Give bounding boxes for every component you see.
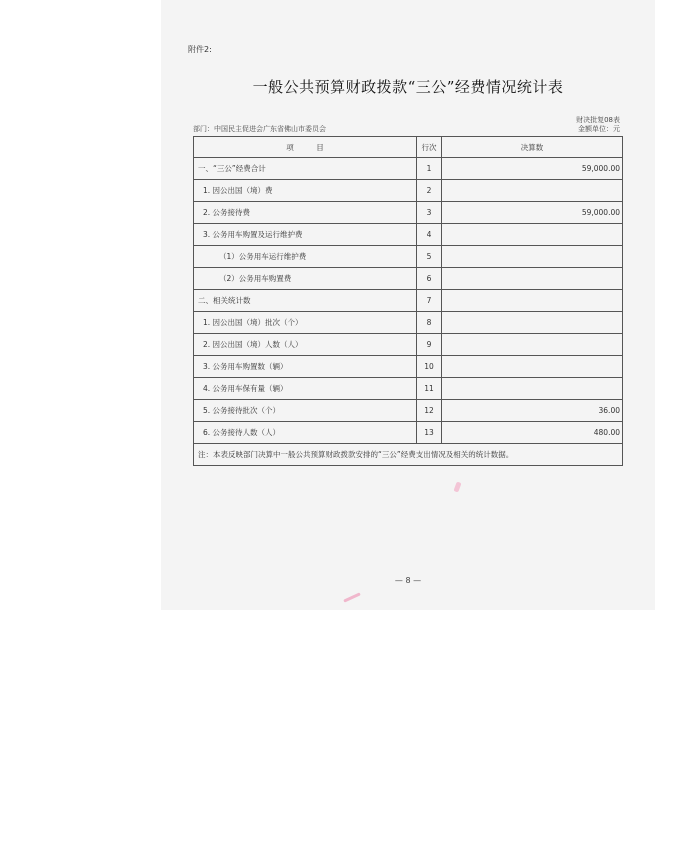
row-value: 36.00 [442,400,623,422]
row-value: 480.00 [442,422,623,444]
table-row [194,268,623,290]
row-item: 4. 公务用车保有量（辆） [194,378,417,400]
header-line: 行次 [417,137,442,158]
row-item: 二、相关统计数 [194,290,417,312]
row-item: 2. 因公出国（境）人数（人） [194,334,417,356]
row-line: 13 [417,422,442,444]
table-row [194,356,623,378]
row-line: 2 [417,180,442,202]
row-line: 7 [417,290,442,312]
row-value [442,356,623,378]
row-line: 1 [417,158,442,180]
table-row [194,180,623,202]
row-value [442,268,623,290]
form-number: 财决批复08表 [576,116,620,124]
row-value [442,224,623,246]
header-item: 项 目 [194,137,417,158]
row-item: 2. 公务接待费 [194,202,417,224]
table-row [194,290,623,312]
attachment-label: 附件2: [188,45,212,54]
row-value: 59,000.00 [442,202,623,224]
table-row [194,334,623,356]
row-item: （2）公务用车购置费 [194,268,417,290]
table-row [194,158,623,180]
row-item: 1. 因公出国（境）批次（个） [194,312,417,334]
row-value [442,312,623,334]
table-row [194,378,623,400]
document-title: 一般公共预算财政拨款“三公”经费情况统计表 [252,78,564,96]
table-note: 注：本表反映部门决算中一般公共预算财政拨款安排的“三公”经费支出情况及相关的统计数据。 [194,444,623,466]
row-value [442,378,623,400]
row-item: 6. 公务接待人数（人） [194,422,417,444]
table-row [194,422,623,444]
row-item: （1）公务用车运行维护费 [194,246,417,268]
row-item: 3. 公务用车购置数（辆） [194,356,417,378]
table-row [194,202,623,224]
row-item: 一、“三公”经费合计 [194,158,417,180]
row-line: 3 [417,202,442,224]
row-line: 9 [417,334,442,356]
table-row [194,312,623,334]
row-value [442,246,623,268]
row-line: 11 [417,378,442,400]
table-header-row [194,137,623,158]
row-line: 12 [417,400,442,422]
row-item: 5. 公务接待批次（个） [194,400,417,422]
row-value [442,180,623,202]
row-line: 10 [417,356,442,378]
table-note-row [194,444,623,466]
row-value [442,290,623,312]
row-line: 6 [417,268,442,290]
department-label: 部门：中国民主促进会广东省佛山市委员会 [193,125,326,133]
row-line: 4 [417,224,442,246]
three-public-expenses-table [193,136,623,466]
row-item: 1. 因公出国（境）费 [194,180,417,202]
table-row [194,246,623,268]
row-line: 8 [417,312,442,334]
table-row [194,400,623,422]
row-item: 3. 公务用车购置及运行维护费 [194,224,417,246]
table-row [194,224,623,246]
row-value [442,334,623,356]
row-value: 59,000.00 [442,158,623,180]
row-line: 5 [417,246,442,268]
page-number: — 8 — [394,576,422,585]
header-value: 决算数 [442,137,623,158]
amount-unit: 金额单位：元 [578,125,620,133]
